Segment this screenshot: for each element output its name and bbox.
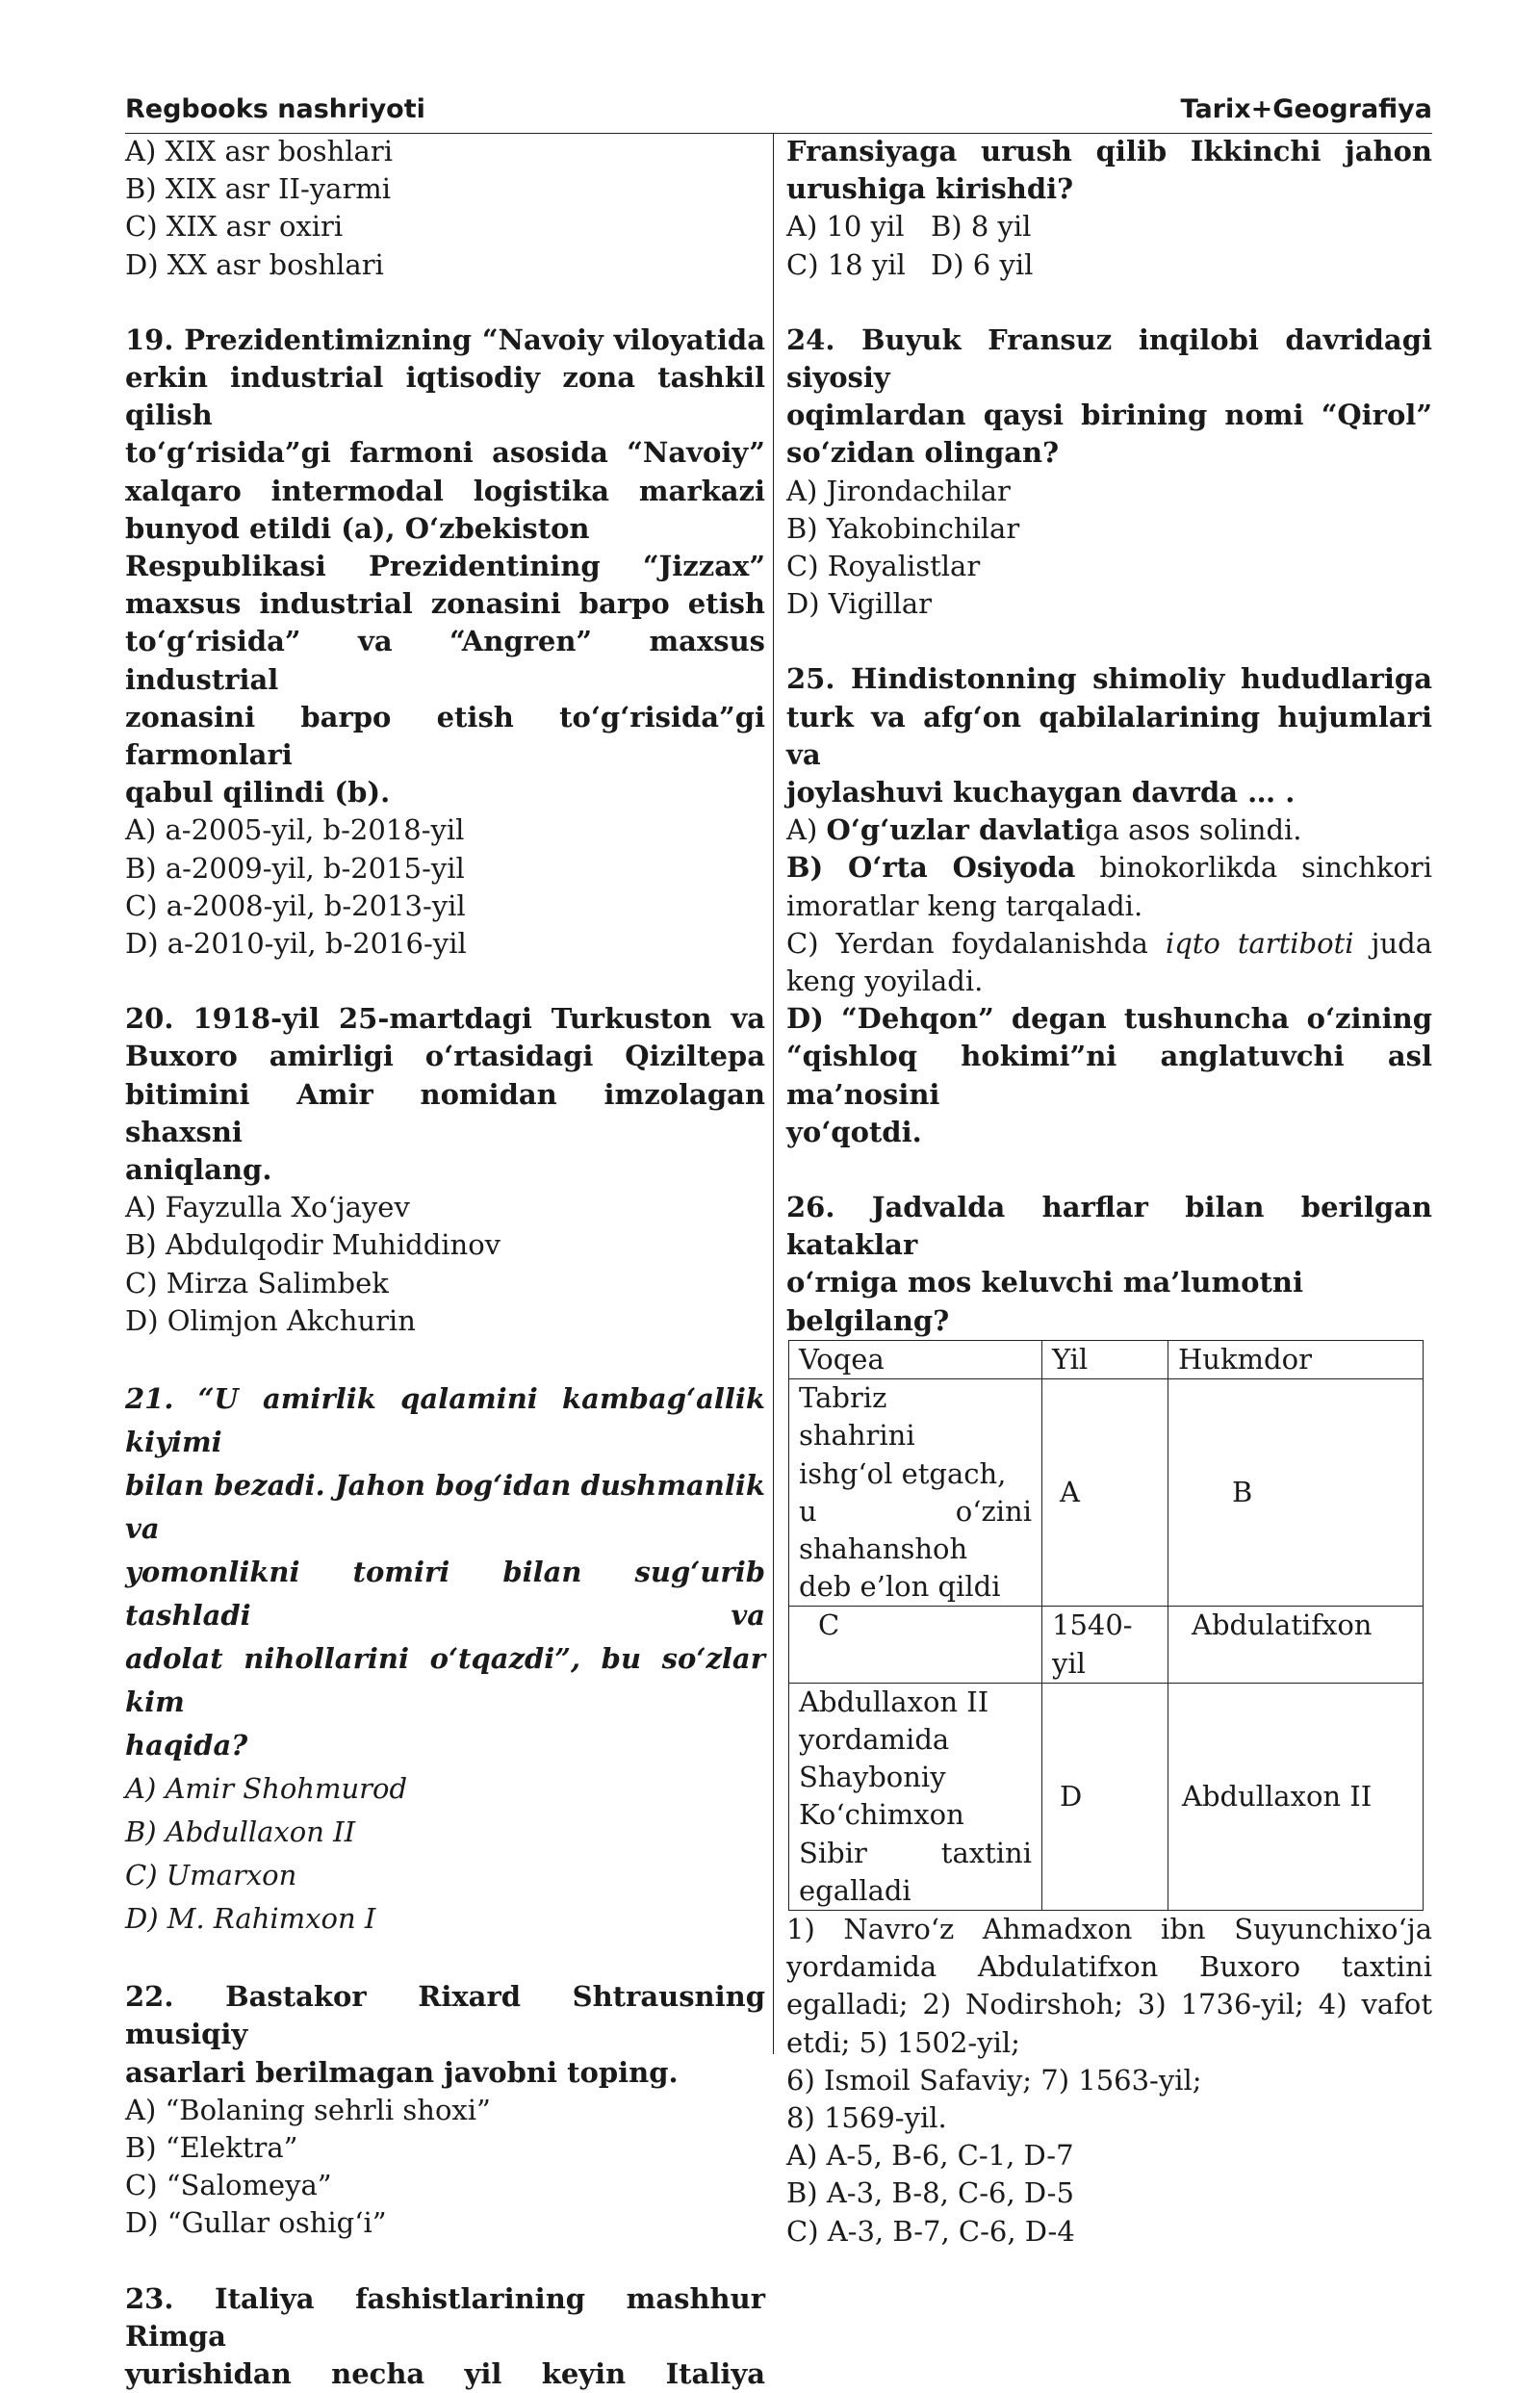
answer-option: D) XX asr boshlari [125, 247, 384, 281]
question-20 [125, 1000, 765, 1340]
answer-option: D) M. Rahimxon I [125, 1902, 376, 1936]
answer-option: C) a-2008-yil, b-2013-yil [125, 888, 466, 922]
key-line: egalladi; 2) Nodirshoh; 3) 1736-yil; 4) vafot [786, 1988, 1432, 2021]
question-23-end [786, 133, 1432, 284]
question-line: to‘g‘risida”gi farmoni asosida “Navoiy” [125, 436, 765, 470]
question-line: xalqaro intermodal logistika markazi [125, 474, 765, 507]
year-cell: D [1042, 1683, 1168, 1910]
answer-option: A) XIX asr boshlari [125, 135, 393, 167]
answer-option: C) Umarxon [125, 1859, 297, 1892]
answer-option: B) 8 yil [931, 210, 1032, 244]
key-line: yordamida Abdulatifxon Buxoro taxtini [786, 1950, 1432, 1984]
question-line: aniqlang. [125, 1153, 272, 1187]
answer-option: C) Mirza Salimbek [125, 1266, 389, 1299]
answer-option-a: A) O‘g‘uzlar davlatiga asos solindi. [786, 813, 1302, 847]
page-header [125, 92, 1432, 134]
table-header-row [789, 1340, 1424, 1378]
question-line: Buxoro amirligi o‘rtasidagi Qiziltepa [125, 1040, 765, 1073]
question-line: erkin industrial iqtisodiy zona tashkil qilish [125, 361, 765, 432]
answer-option: A) a-2005-yil, b-2018-yil [125, 813, 465, 847]
table-row [789, 1683, 1424, 1910]
table-row [789, 1379, 1424, 1607]
table-header: Voqea [789, 1340, 1042, 1378]
question-line: oqimlardan qaysi birining nomi “Qirol” [786, 399, 1432, 432]
event-cell: Abdullaxon II yordamida Shayboniy Ko‘chimxon Sibir taxtini egalladi [789, 1683, 1042, 1910]
table-header: Hukmdor [1168, 1340, 1424, 1378]
question-line: 25. Hindistonning shimoliy hududlariga [786, 662, 1432, 696]
answer-option: C) 18 yil [786, 247, 906, 281]
answer-option: D) “Gullar oshig‘i” [125, 2206, 387, 2240]
question-line: 20. 1918-yil 25-martdagi Turkuston va [125, 1002, 765, 1036]
answer-option-b: B) O‘rta Osiyoda binokorlikda sinchkori [786, 851, 1432, 885]
answer-option-c-cont: keng yoyiladi. [786, 965, 984, 998]
ruler-cell: B [1168, 1379, 1424, 1607]
table-header: Yil [1042, 1340, 1168, 1378]
subject-title: Tarix+Geografiya [1180, 94, 1432, 124]
question-line: qabul qilindi (b). [125, 776, 391, 810]
question-line: to‘g‘risida” va “Angren” maxsus industrial [125, 625, 765, 696]
question-22 [125, 1978, 765, 2242]
question-line: so‘zidan olingan? [786, 436, 1060, 470]
answer-option: A) Jirondachilar [786, 474, 1011, 507]
answer-row [786, 208, 1432, 245]
answer-option-b-cont: imoratlar keng tarqaladi. [786, 888, 1143, 922]
answer-option: D) 6 yil [931, 247, 1034, 281]
question-line: maxsus industrial zonasini barpo etish [125, 587, 765, 621]
question-line: adolat nihollarini o‘tqazdi”, bu so‘zlar kim [125, 1642, 765, 1719]
key-line: 8) 1569-yil. [786, 2100, 947, 2134]
key-line: 6) Ismoil Safaviy; 7) 1563-yil; [786, 2063, 1202, 2097]
event-cell: C [789, 1607, 1042, 1683]
answer-option: A) 10 yil [786, 210, 905, 244]
answer-option-d-cont: yo‘qotdi. [786, 1115, 922, 1148]
question-19 [125, 322, 765, 963]
question-21 [125, 1377, 765, 1941]
question-line: yomonlikni tomiri bilan sug‘urib tashladi va [125, 1556, 765, 1633]
question-23-start [125, 2280, 765, 2393]
answer-option-d: D) “Dehqon” degan tushuncha o‘zining [786, 1002, 1432, 1036]
answer-option: B) “Elektra” [125, 2130, 298, 2164]
ruler-cell: Abdullaxon II [1168, 1683, 1424, 1910]
left-column [125, 133, 765, 2393]
question-25 [786, 660, 1432, 1151]
answer-option: D) a-2010-yil, b-2016-yil [125, 927, 467, 961]
question-26 [786, 1189, 1432, 2251]
question-line: asarlari berilmagan javobni toping. [125, 2055, 679, 2089]
question-line: Respublikasi Prezidentining “Jizzax” [125, 550, 765, 583]
question-line: 26. Jadvalda harflar bilan berilgan kataklar [786, 1191, 1432, 1262]
answer-option: B) Abdulqodir Muhiddinov [125, 1228, 501, 1262]
question-line: bilan bezadi. Jahon bog‘idan dushmanlik va [125, 1469, 765, 1546]
question-line: turk va afg‘on qabilalarining hujumlari va [786, 700, 1432, 771]
answer-option: A) Amir Shohmurod [125, 1772, 408, 1806]
answer-option: B) Abdullaxon II [125, 1815, 356, 1849]
ruler-cell: Abdulatifxon [1168, 1607, 1424, 1683]
question-line: o‘rniga mos keluvchi ma’lumotni belgilang? [786, 1266, 1303, 1337]
answer-option-c: C) Yerdan foydalanishda iqto tartiboti juda [786, 926, 1433, 960]
year-cell: 1540-yil [1042, 1607, 1168, 1683]
year-cell: A [1042, 1379, 1168, 1607]
answer-option: A) A-5, B-6, C-1, D-7 [786, 2139, 1074, 2173]
question-line: zonasini barpo etish to‘g‘risida”gi farmonlari [125, 700, 765, 772]
key-line: 1) Navro‘z Ahmadxon ibn Suyunchixo‘ja [786, 1912, 1432, 1945]
match-table [788, 1340, 1424, 1911]
question-line: bunyod etildi (a), O‘zbekiston [125, 511, 590, 545]
publisher-name: Regbooks nashriyoti [125, 94, 425, 124]
question-line: joylashuvi kuchaygan davrda … . [786, 776, 1296, 810]
answer-option: A) “Bolaning sehrli shoxi” [125, 2093, 491, 2126]
table-row [789, 1607, 1424, 1683]
key-line: etdi; 5) 1502-yil; [786, 2025, 1020, 2059]
question-line: 23. Italiya fashistlarining mashhur Rimga [125, 2281, 765, 2353]
answer-option: D) Olimjon Akchurin [125, 1303, 416, 1337]
right-column [786, 133, 1432, 2251]
answer-option: B) XIX asr II-yarmi [125, 172, 392, 206]
answer-option: A) Fayzulla Xo‘jayev [125, 1191, 410, 1224]
question-line: 19. Prezidentimizning “Navoiy viloyatida [125, 322, 765, 356]
question-line: 22. Bastakor Rixard Shtrausning musiqiy [125, 1980, 765, 2051]
question-line: bitimini Amir nomidan imzolagan shaxsni [125, 1077, 765, 1148]
answer-option-d-cont: “qishloq hokimi”ni anglatuvchi asl ma’nosini [786, 1040, 1432, 1111]
question-24 [786, 322, 1432, 624]
question-line: urushiga kirishdi? [786, 172, 1074, 206]
answer-option: C) A-3, B-7, C-6, D-4 [786, 2214, 1075, 2248]
question-line: yurishidan necha yil keyin Italiya [125, 2356, 765, 2390]
answer-option: B) A-3, B-8, C-6, D-5 [786, 2176, 1074, 2210]
question-line: 21. “U amirlik qalamini kambag‘allik kiyimi [125, 1382, 765, 1459]
event-cell: Tabriz shahrini ishg‘ol etgach, u o‘zini shahanshoh deb e’lon qildi [789, 1379, 1042, 1607]
answer-option: B) a-2009-yil, b-2015-yil [125, 851, 465, 885]
question-18-options [125, 133, 765, 284]
answer-row [786, 246, 1432, 284]
answer-option: D) Vigillar [786, 587, 933, 621]
answer-option: B) Yakobinchilar [786, 511, 1020, 545]
question-line: 24. Buyuk Fransuz inqilobi davridagi siyosiy [786, 322, 1432, 395]
question-line: haqida? [125, 1729, 248, 1763]
answer-option: C) XIX asr oxiri [125, 210, 344, 244]
column-divider [773, 133, 774, 2054]
answer-option: C) “Salomeya” [125, 2169, 332, 2202]
answer-option: C) Royalistlar [786, 550, 981, 583]
question-line: Fransiyaga urush qilib Ikkinchi jahon [786, 135, 1432, 167]
